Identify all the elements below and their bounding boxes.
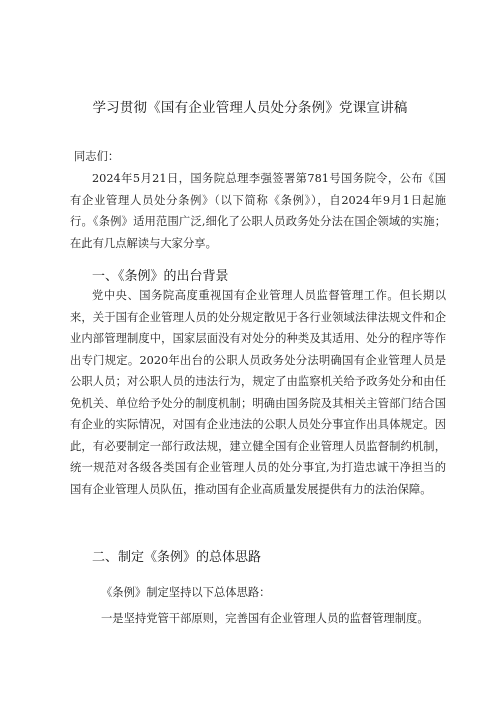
approach-intro-line: 《条例》制定坚持以下总体思路： — [101, 586, 271, 599]
intro-paragraph: 2024年5月21日，国务院总理李强签署第781号国务院令，公布《国有企业管理人员处分条例》（以下简称《条例》），自2024年9月1日起施行。《条例》适用范围广泛,细化了公职人员政务处分法在国企领域的实施；在此有几点解读与大家分享。 — [70, 172, 446, 250]
salutation: 同志们： — [74, 150, 120, 163]
section-heading-approach: 二、制定《条例》的总体思路 — [92, 550, 262, 565]
document-title: 学习贯彻《国有企业管理人员处分条例》党课宣讲稿 — [92, 100, 408, 116]
section-heading-background: 一、《条例》的出台背景 — [92, 269, 229, 284]
approach-point-one: 一是坚持党管干部原则，完善国有企业管理人员的监督管理制度。 — [101, 612, 429, 625]
background-paragraph: 党中央、国务院高度重视国有企业管理人员监督管理工作。但长期以来，关于国有企业管理人员的处分规定散见于各行业领域法律法规文件和企业内部管理制度中，国家层面没有对处分的种类及其适用、处分的程序等作出专门规定。2020年出台的公职人员政务处分法明确国有企业管理人员是公职人员；对公职人员的违法行为，规定了由监察机关给予政务处分和由任免机关、单位给予处分的制度机制；明确由国务院及其相关主管部门结合国有企业的实际情况，对国有企业违法的公职人员处分事宜作出具体规定。因此，有必要制定一部行政法规，建立健全国有企业管理人员监督制约机制，统一规范对各级各类国有企业管理人员的处分事宜,为打造忠诚干净担当的国有企业管理人员队伍，推动国有企业高质量发展提供有力的法治保障。 — [70, 289, 446, 496]
